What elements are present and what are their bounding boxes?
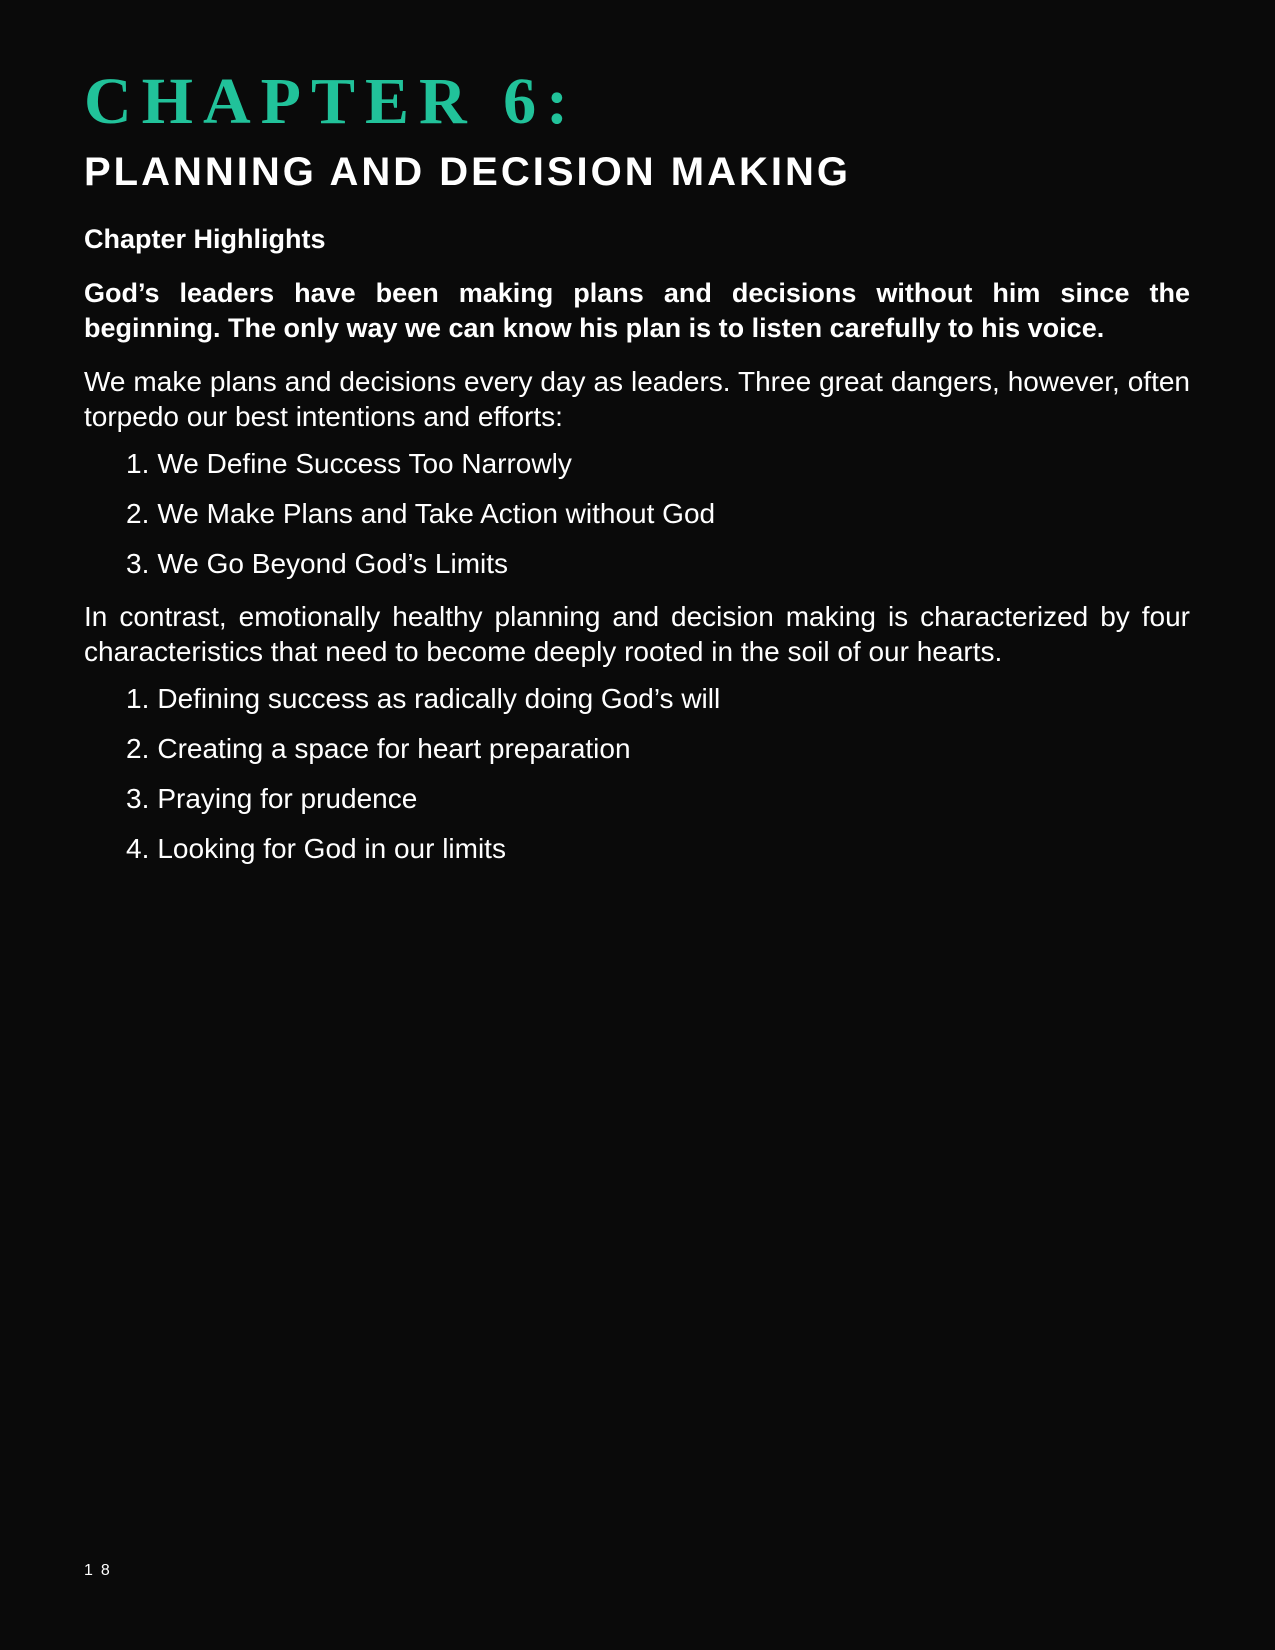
intro-paragraph: We make plans and decisions every day as leaders. Three great dangers, however, often torpedo our best intentions and efforts: — [84, 366, 1190, 432]
page-number: 18 — [84, 1562, 118, 1579]
list-item-number: 2. — [126, 498, 150, 529]
list-item — [126, 831, 1190, 866]
highlights-heading: Chapter Highlights — [84, 224, 326, 254]
list-item — [126, 681, 1190, 716]
list-item-number: 1. — [126, 683, 150, 714]
dangers-list — [84, 446, 1190, 581]
list-item-number: 4. — [126, 833, 150, 864]
list-item — [126, 446, 1190, 481]
characteristics-list — [84, 681, 1190, 866]
contrast-paragraph: In contrast, emotionally healthy planning and decision making is characterized by four characteristics that need to become deeply rooted in the soil of our hearts. — [84, 601, 1190, 667]
list-item-text: We Make Plans and Take Action without God — [157, 498, 716, 529]
list-item-text: Looking for God in our limits — [157, 833, 506, 864]
list-item — [126, 781, 1190, 816]
chapter-label: CHAPTER 6: — [84, 65, 579, 138]
list-item-text: Creating a space for heart preparation — [157, 733, 631, 764]
list-item-number: 1. — [126, 448, 150, 479]
list-item-number: 3. — [126, 548, 150, 579]
list-item — [126, 731, 1190, 766]
chapter-title: PLANNING AND DECISION MAKING — [84, 150, 851, 194]
page-content — [84, 62, 1190, 881]
list-item — [126, 496, 1190, 531]
list-item-number: 2. — [126, 733, 150, 764]
highlights-lead: God’s leaders have been making plans and decisions without him since the beginning. The only way we can know his plan is to listen carefully to his voice. — [84, 278, 1190, 343]
list-item-text: We Define Success Too Narrowly — [157, 448, 572, 479]
list-item-number: 3. — [126, 783, 150, 814]
list-item — [126, 546, 1190, 581]
list-item-text: We Go Beyond God’s Limits — [157, 548, 509, 579]
list-item-text: Defining success as radically doing God’s will — [157, 683, 721, 714]
list-item-text: Praying for prudence — [157, 783, 418, 814]
